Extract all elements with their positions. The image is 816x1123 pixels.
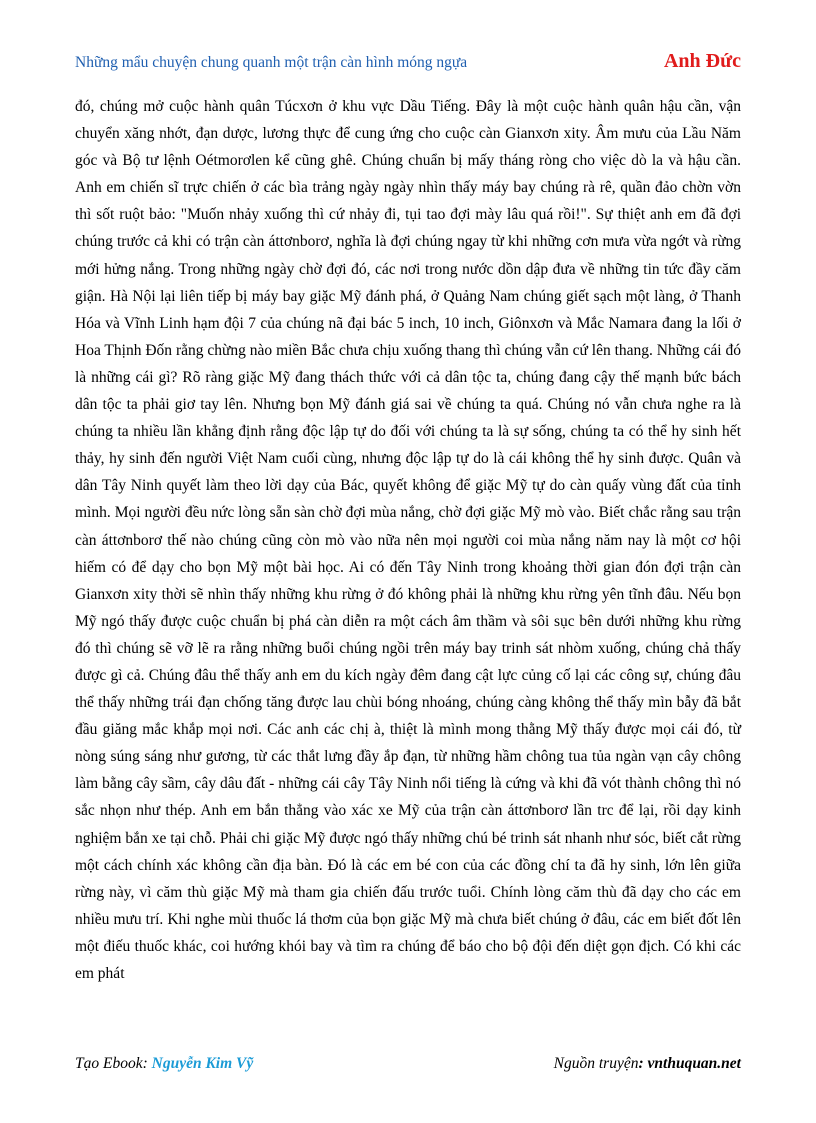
ebook-creator-name: Nguyễn Kim Vỹ	[151, 1055, 254, 1072]
source-credit-separator: :	[638, 1055, 648, 1072]
page-footer	[75, 1055, 741, 1077]
ebook-credit	[75, 1055, 253, 1073]
source-site-link[interactable]: vnthuquan.net	[647, 1055, 741, 1072]
book-title: Những mẩu chuyện chung quanh một trận càn hình móng ngựa	[75, 54, 468, 71]
ebook-credit-label: Tạo Ebook	[75, 1055, 143, 1072]
page-header	[75, 50, 741, 76]
ebook-credit-separator: :	[142, 1055, 152, 1072]
body-paragraph: đó, chúng mở cuộc hành quân Túcxơn ở khu vực Dầu Tiếng. Đây là một cuộc hành quân hậu cần, vận chuyển xăng nhớt, đạn dược, lương thực để cung ứng cho cuộc càn Gianxơn xity. Âm mưu của Lầu Năm góc và Bộ tư lệnh Oétmorơlen kể cũng ghê. Chúng chuẩn bị mấy tháng ròng cho việc dò la và hậu cần. Anh em chiến sĩ trực chiến ở các bìa trảng ngày ngày nhìn thấy máy bay chúng rà rê, quần đảo chờn vờn thì sốt ruột bảo: "Muốn nhảy xuống thì cứ nhảy đi, tụi tao đợi mày lâu quá rồi!". Sự thiệt anh em đã đợi chúng trước cả khi có trận càn áttơnborơ, nghĩa là đợi chúng ngay từ khi những cơn mưa vừa ngớt và rừng mới hửng nắng. Trong những ngày chờ đợi đó, các nơi trong nước dồn dập đưa về những tin tức đầy căm giận. Hà Nội lại liên tiếp bị máy bay giặc Mỹ đánh phá, ở Quảng Nam chúng giết sạch một làng, ở Thanh Hóa và Vĩnh Linh hạm đội 7 của chúng nã đại bác 5 inch, 10 inch, Giônxơn và Mắc Namara đang la lối ở Hoa Thịnh Đốn rằng chừng nào miền Bắc chưa chịu xuống thang thì chúng vẫn cứ lên thang. Những cái đó là những cái gì? Rõ ràng giặc Mỹ đang thách thức với cả dân tộc ta, chúng đang cậy thế mạnh bức bách dân tộc ta phải giơ tay lên. Nhưng bọn Mỹ đánh giá sai về chúng ta quá. Chúng nó vẫn chưa nghe ra là chúng ta nhiều lần khẳng định rằng độc lập tự do đối với chúng ta là sự sống, chúng ta có thể hy sinh hết thảy, hy sinh đến người Việt Nam cuối cùng, nhưng độc lập tự do là cái không thể hy sinh được. Quân và dân Tây Ninh quyết làm theo lời dạy của Bác, quyết không để giặc Mỹ tự do càn quấy vùng đất của tỉnh mình. Mọi người đều nức lòng sẵn sàn chờ đợi mùa nắng, chờ đợi giặc Mỹ mò vào. Biết chắc rằng sau trận càn áttơnborơ thế nào chúng cũng còn mò vào nữa nên mọi người coi mùa nắng năm nay là một cơ hội hiếm có để dạy cho bọn Mỹ một bài học. Ai có đến Tây Ninh trong khoảng thời gian đón đợi trận càn Gianxơn xity thời sẽ nhìn thấy những khu rừng ở đó không phải là những khu rừng yên tĩnh đâu. Nếu bọn Mỹ ngó thấy được cuộc chuẩn bị phá càn diễn ra một cách âm thầm và sôi sục bên dưới những khu rừng đó thì chúng sẽ vỡ lẽ ra rằng những buổi chúng ngồi trên máy bay trinh sát nhòm xuống, chúng chả thấy được gì cả. Chúng đâu thể thấy anh em du kích ngày đêm đang cật lực củng cố lại các công sự, chúng đâu thể thấy những trái đạn chống tăng được lau chùi bóng nhoáng, chúng càng không thể thấy mìn bẫy đã bắt đầu giăng mắc khắp mọi nơi. Các anh các chị à, thiệt là mình mong thằng Mỹ thấy được mọi cái đó, từ nòng súng sáng như gương, từ các thắt lưng đầy ắp đạn, từ những hầm chông tua tủa ngàn vạn cây chông làm bằng cây sầm, cây dâu đất - những cái cây Tây Ninh nổi tiếng là cứng và khi đã vót thành chông thì nó sắc nhọn như thép. Anh em bắn thẳng vào xác xe Mỹ của trận càn áttơnborơ lần trc để lại, rồi dạy kinh nghiệm bắn xe tại chỗ. Phải chi giặc Mỹ được ngó thấy những chú bé trinh sát nhanh như sóc, biết cắt rừng một cách chính xác không cần địa bàn. Đó là các em bé con của các đồng chí ta đã hy sinh, lớn lên giữa rừng này, vì căm thù giặc Mỹ mà tham gia chiến đấu trước tuổi. Chính lòng căm thù đã dạy cho các em nhiều mưu trí. Khi nghe mùi thuốc lá thơm của bọn giặc Mỹ mà chưa biết chúng ở đâu, các em biết đốt lên một điếu thuốc khác, coi hướng khói bay và tìm ra chúng để báo cho bộ đội đến diệt gọn địch. Có khi các em phát	[75, 98, 741, 982]
source-credit	[554, 1055, 741, 1073]
source-credit-label: Nguồn truyện	[553, 1055, 639, 1072]
author-name: Anh Đức	[663, 50, 741, 72]
